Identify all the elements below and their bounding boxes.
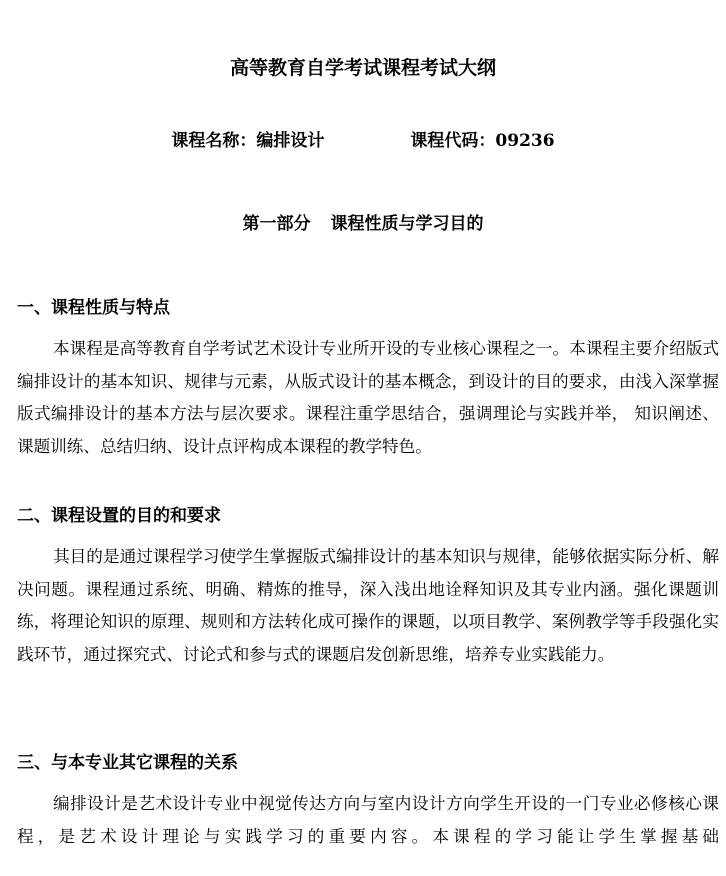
section-heading-1: 一、课程性质与特点	[17, 298, 170, 318]
section-heading-2: 二、课程设置的目的和要求	[17, 506, 221, 526]
section-paragraph-3: 编排设计是艺术设计专业中视觉传达方向与室内设计方向学生开设的一门专业必修核心课程，是艺术设计理论与实践学习的重要内容。本课程的学习能让学生掌握基础	[17, 794, 719, 846]
part-title-text: 课程性质与学习目的	[330, 214, 484, 234]
section-paragraph-1: 本课程是高等教育自学考试艺术设计专业所开设的专业核心课程之一。本课程主要介绍版式编排设计的基本知识、规律与元素，从版式设计的基本概念，到设计的目的要求，由浅入深掌握版式编排设计的基本方法与层次要求。课程注重学思结合，强调理论与实践并举， 知识阐述、课题训练、总结归纳、设计点评构成本课程的教学特色。	[17, 339, 719, 456]
course-info-line	[0, 128, 726, 154]
course-name: 课程名称：编排设计	[171, 131, 325, 151]
course-code: 课程代码：09236	[410, 131, 555, 151]
document-title: 高等教育自学考试课程考试大纲	[229, 57, 496, 79]
section-heading-3: 三、与本专业其它课程的关系	[17, 753, 238, 773]
part-title	[0, 211, 726, 237]
part-title-number: 第一部分	[242, 214, 311, 234]
section-paragraph-2: 其目的是通过课程学习使学生掌握版式编排设计的基本知识与规律，能够依据实际分析、解决问题。课程通过系统、明确、精炼的推导，深入浅出地诠释知识及其专业内涵。强化课题训练，将理论知识的原理、规则和方法转化成可操作的课题，以项目教学、案例教学等手段强化实践环节，通过探究式、讨论式和参与式的课题启发创新思维，培养专业实践能力。	[17, 547, 719, 664]
